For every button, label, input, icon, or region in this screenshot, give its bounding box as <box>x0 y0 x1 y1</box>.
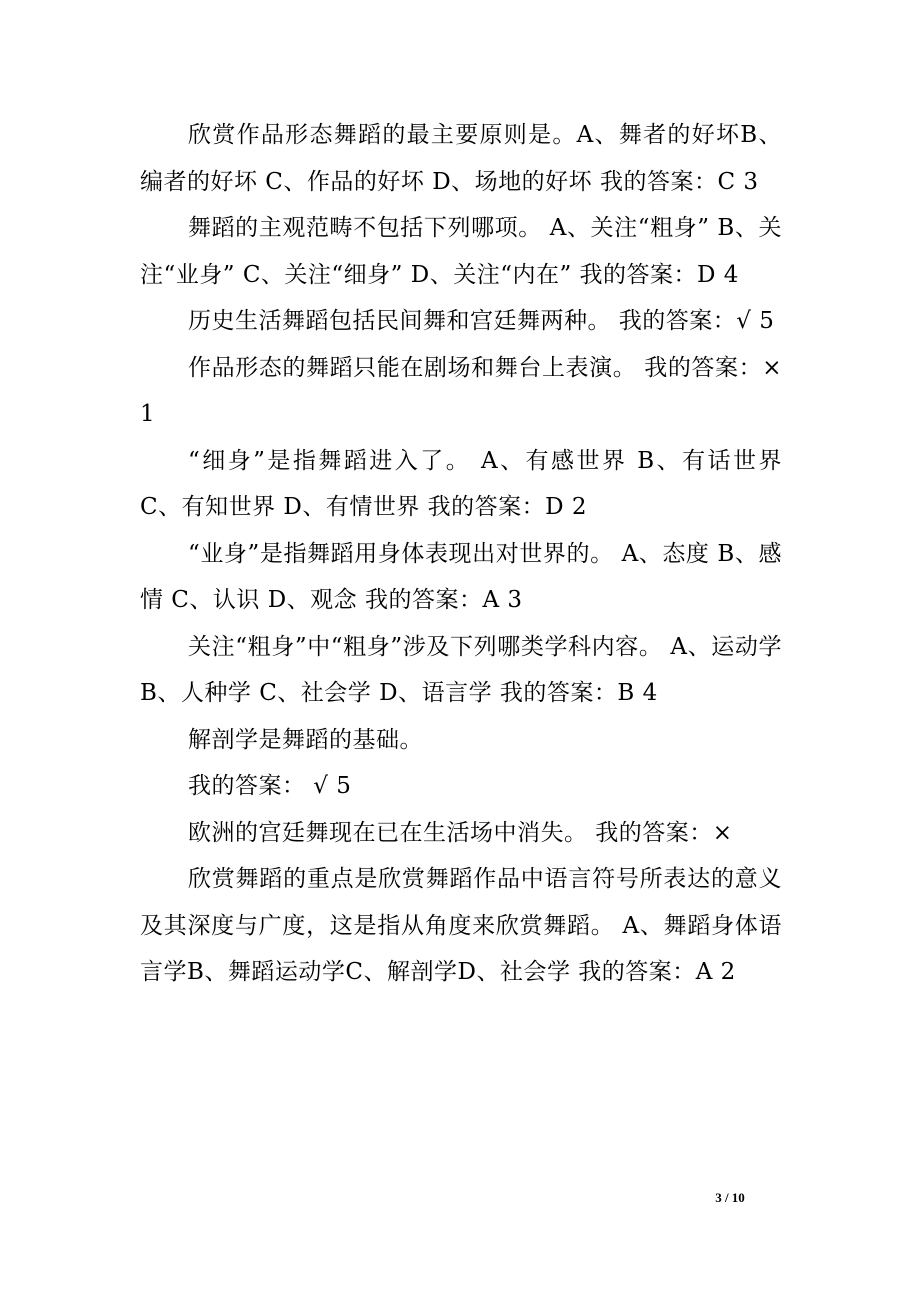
question-paragraph: 欣赏舞蹈的重点是欣赏舞蹈作品中语言符号所表达的意义及其深度与广度，这是指从角度来欣赏舞蹈。 A、舞蹈身体语言学B、舞蹈运动学C、解剖学D、社会学 我的答案：A 2 <box>140 866 782 985</box>
answer-paragraph: 我的答案： √ 5 <box>188 773 352 799</box>
question-paragraph: 关注“粗身”中“粗身”涉及下列哪类学科内容。 A、运动学 B、人种学 C、社会学 D、语言学 我的答案：B 4 <box>140 633 782 706</box>
page-number: 3 / 10 <box>715 1190 745 1205</box>
question-paragraph: 历史生活舞蹈包括民间舞和宫廷舞两种。 我的答案：√ 5 <box>188 308 775 334</box>
question-paragraph: 欧洲的宫廷舞现在已在生活场中消失。 我的答案：× <box>188 819 733 846</box>
question-paragraph: 欣赏作品形态舞蹈的最主要原则是。A、舞者的好坏B、编者的好坏 C、作品的好坏 D、场地的好坏 我的答案：C 3 <box>140 122 782 195</box>
question-paragraph: 解剖学是舞蹈的基础。 <box>188 726 423 753</box>
document-body <box>140 112 782 996</box>
question-paragraph: 作品形态的舞蹈只能在剧场和舞台上表演。 我的答案：× 1 <box>140 354 782 427</box>
question-paragraph: “细身”是指舞蹈进入了。 A、有感世界 B、有话世界 C、有知世界 D、有情世界 我的答案：D 2 <box>140 447 782 520</box>
question-paragraph: 舞蹈的主观范畴不包括下列哪项。 A、关注“粗身” B、关注“业身” C、关注“细身” D、关注“内在” 我的答案：D 4 <box>140 215 782 288</box>
question-paragraph: “业身”是指舞蹈用身体表现出对世界的。 A、态度 B、感情 C、认识 D、观念 我的答案：A 3 <box>140 540 782 613</box>
